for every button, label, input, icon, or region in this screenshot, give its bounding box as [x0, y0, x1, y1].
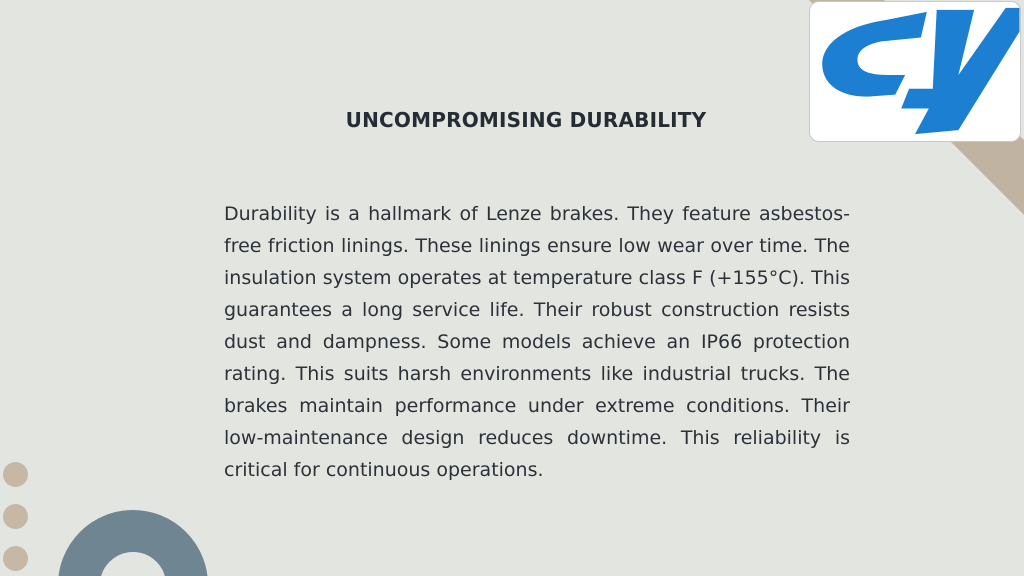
page-title: UNCOMPROMISING DURABILITY: [345, 108, 707, 132]
body-paragraph: Durability is a hallmark of Lenze brakes. They feature asbestos-free friction linings. These linings ensure low wear over time. The insulation system operates at temperature class F (+155°C). This guarantees a long service life. Their robust construction resists dust and dampness. Some models achieve an IP66 protection rating. This suits harsh environments like industrial trucks. The brakes maintain performance under extreme conditions. Their low-maintenance design reduces downtime. This reliability is critical for continuous operations.: [224, 203, 850, 481]
logo-card: [809, 1, 1021, 142]
ring-decoration: [58, 510, 208, 576]
decorative-dot: [3, 546, 28, 571]
dots-decoration: [3, 462, 29, 576]
logo-c-shape: [822, 12, 927, 97]
decorative-dot: [3, 462, 28, 487]
cy-logo-icon: [810, 2, 1020, 141]
decorative-dot: [3, 504, 28, 529]
